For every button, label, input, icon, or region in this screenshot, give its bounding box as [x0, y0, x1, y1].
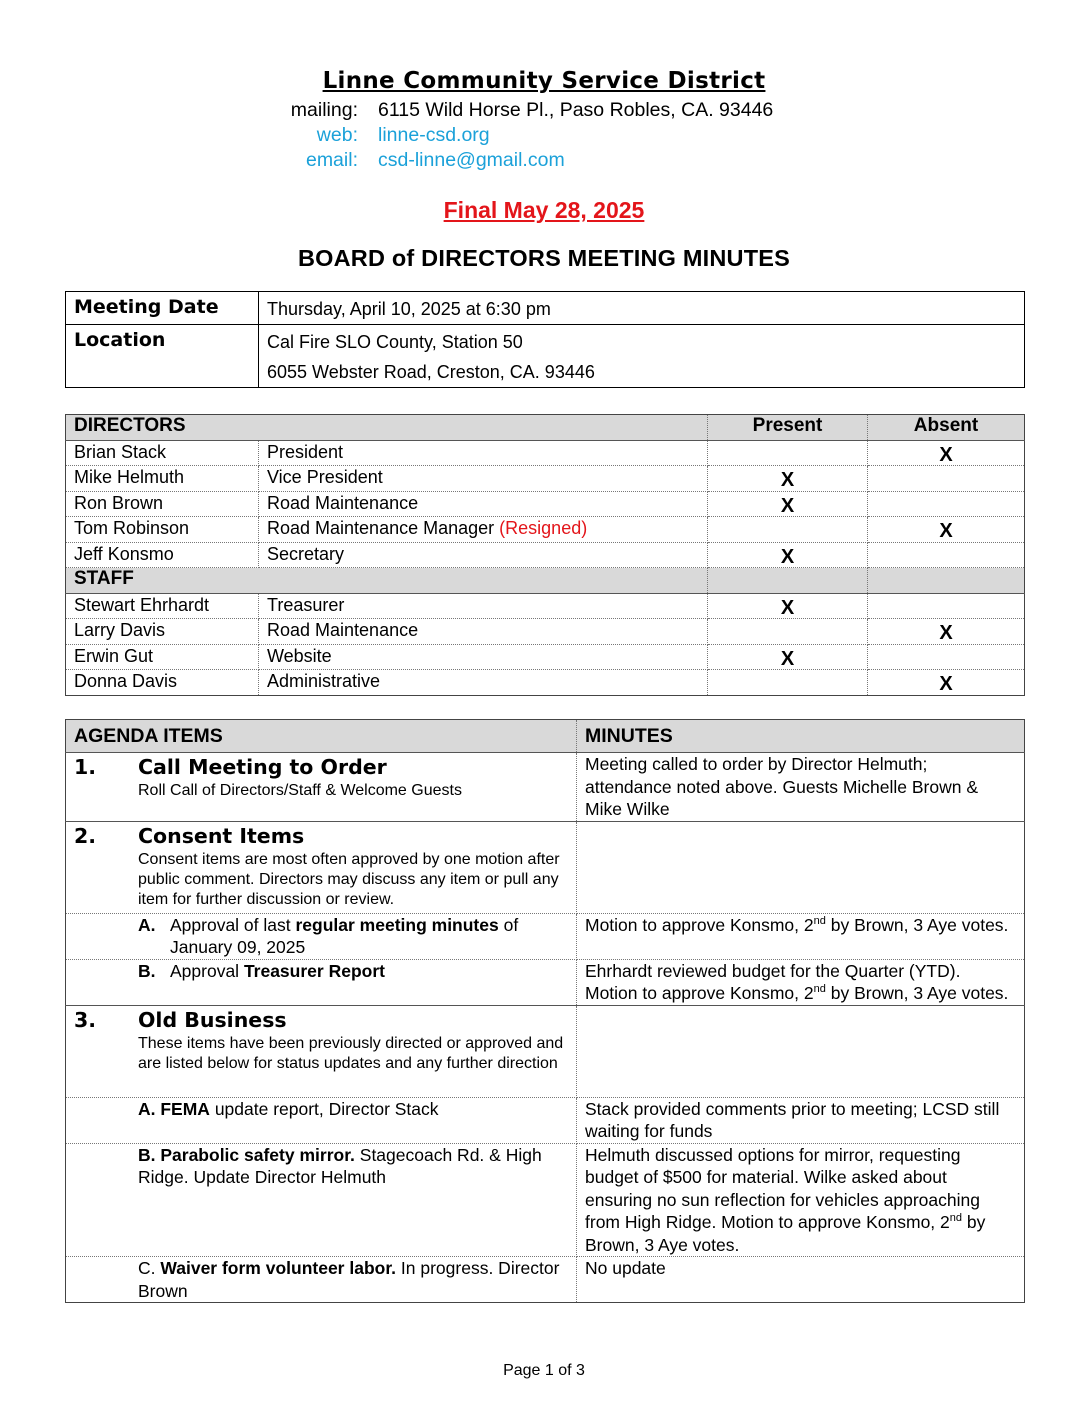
agenda-subitem-3b	[66, 1143, 1025, 1257]
section-title: Old Business	[138, 1007, 287, 1032]
text: Approval	[170, 960, 244, 981]
directors-header-row	[66, 415, 1025, 441]
absent-mark: X	[939, 520, 953, 542]
member-role: Road Maintenance	[259, 491, 708, 517]
contact-label: email:	[305, 149, 358, 171]
contact-mailing	[270, 98, 773, 123]
agenda-item-cell	[66, 753, 577, 822]
superscript: nd	[813, 914, 826, 927]
member-role: Treasurer	[259, 593, 708, 619]
section-number: 2.	[74, 823, 97, 848]
agenda-item-cell	[66, 1005, 577, 1097]
contact-block	[270, 98, 773, 173]
agenda-subitem-3a	[66, 1097, 1025, 1143]
empty-cell	[708, 568, 868, 594]
contact-label: web:	[316, 124, 358, 146]
subitem-minutes: Stack provided comments prior to meeting; LCSD still waiting for funds	[577, 1097, 1025, 1143]
member-role: Road Maintenance Manager	[267, 518, 495, 538]
absent-header: Absent	[868, 415, 1025, 441]
section-description: Roll Call of Directors/Staff & Welcome Guests	[138, 782, 462, 799]
subitem-letter: A.	[138, 914, 156, 935]
email-link[interactable]: csd-linne@gmail.com	[378, 149, 565, 171]
member-name: Erwin Gut	[66, 644, 259, 670]
absent-mark: X	[939, 673, 953, 695]
meeting-date-label: Meeting Date	[66, 292, 259, 325]
page-title: BOARD of DIRECTORS MEETING MINUTES	[297, 245, 791, 271]
member-name: Brian Stack	[66, 440, 259, 466]
location-line-1: Cal Fire SLO County, Station 50	[267, 332, 523, 352]
agenda-subitem-3c	[66, 1257, 1025, 1303]
agenda-section-2	[66, 821, 1025, 913]
member-name: Stewart Ehrhardt	[66, 593, 259, 619]
text: In progress. Director Brown	[138, 1258, 560, 1301]
subitem-minutes	[577, 959, 1025, 1005]
web-link[interactable]: linne-csd.org	[378, 124, 490, 146]
agenda-item-cell	[66, 913, 577, 959]
subitem-text	[170, 960, 385, 983]
member-name: Tom Robinson	[66, 517, 259, 543]
resigned-note: (Resigned)	[499, 518, 588, 538]
subitem	[74, 914, 568, 959]
location-row	[66, 325, 1025, 388]
table-row	[66, 440, 1025, 466]
member-name: Jeff Konsmo	[66, 542, 259, 568]
absent-mark: X	[939, 443, 953, 466]
member-name: Donna Davis	[66, 670, 259, 696]
table-row	[66, 644, 1025, 670]
contact-web	[270, 123, 773, 148]
section-minutes	[577, 821, 1025, 913]
subitem-text	[74, 1098, 568, 1121]
org-name: Linne Community Service District	[322, 68, 766, 94]
present-mark: X	[780, 494, 795, 517]
agenda-header-row	[66, 720, 1025, 753]
agenda-item-cell	[66, 959, 577, 1005]
minutes-header: MINUTES	[577, 720, 1025, 753]
contact-value: 6115 Wild Horse Pl., Paso Robles, CA. 93446	[378, 99, 774, 121]
text: Helmuth discussed options for mirror, requesting budget of $500 for material. Wilke asked about ensuring no sun reflection for vehicles approaching from High Ridge. Motion to approve Konsmo, 2	[585, 1144, 980, 1232]
status-badge: Final May 28, 2025	[443, 197, 645, 223]
section-number: 3.	[74, 1007, 97, 1032]
meeting-date-value	[259, 292, 1025, 325]
subitem	[74, 960, 568, 983]
text-bold: Treasurer Report	[243, 960, 385, 981]
meeting-date-text: Thursday, April 10, 2025 at 6:30 pm	[267, 299, 551, 319]
section-title-row	[74, 1006, 568, 1034]
table-row	[66, 517, 1025, 543]
section-title-row	[74, 822, 568, 850]
text: Stagecoach Rd. & High Ridge. Update Director Helmuth	[138, 1144, 542, 1187]
member-role-cell	[259, 517, 708, 543]
table-row	[66, 542, 1025, 568]
section-description: Consent items are most often approved by one motion after public comment. Directors may discuss any item or pull any item for further discussion or review.	[138, 850, 560, 908]
present-mark: X	[780, 596, 795, 619]
subitem-text	[74, 1257, 568, 1302]
member-name: Mike Helmuth	[66, 466, 259, 492]
section-title: Consent Items	[138, 823, 305, 848]
section-number: 1.	[74, 755, 97, 779]
table-row	[66, 619, 1025, 645]
subitem-minutes	[577, 913, 1025, 959]
location-line-2: 6055 Webster Road, Creston, CA. 93446	[267, 362, 595, 382]
text: Ehrhardt reviewed budget for the Quarter (YTD).	[585, 960, 961, 981]
member-role: Secretary	[259, 542, 708, 568]
superscript: nd	[949, 1212, 963, 1225]
member-role: President	[259, 440, 708, 466]
present-mark: X	[780, 545, 795, 568]
text: by Brown, 3 Aye votes.	[825, 983, 1009, 1003]
absent-mark: X	[939, 622, 953, 644]
table-row	[66, 466, 1025, 492]
text: Approval of last	[170, 914, 296, 935]
member-name: Larry Davis	[66, 619, 259, 645]
text: by Brown, 3 Aye votes.	[585, 1212, 986, 1255]
subitem-letter: B.	[138, 960, 156, 981]
subitem-minutes: No update	[577, 1257, 1025, 1303]
text: of January 09, 2025	[170, 914, 519, 957]
member-name: Ron Brown	[66, 491, 259, 517]
meeting-info-table	[65, 291, 1025, 388]
member-role: Website	[259, 644, 708, 670]
section-title-row	[74, 753, 568, 781]
directors-header: DIRECTORS	[66, 415, 708, 441]
staff-header: STAFF	[66, 568, 708, 594]
staff-header-row	[66, 568, 1025, 594]
agenda-items-header: AGENDA ITEMS	[66, 720, 577, 753]
section-title: Call Meeting to Order	[138, 755, 387, 779]
table-row	[66, 670, 1025, 696]
text-bold: Waiver form volunteer labor.	[160, 1258, 397, 1278]
section-minutes: Meeting called to order by Director Helmuth; attendance noted above. Guests Michelle Brown & Mike Wilke	[577, 753, 1025, 822]
contact-email	[270, 148, 773, 173]
subitem-text	[74, 1144, 568, 1189]
agenda-section-3	[66, 1005, 1025, 1097]
present-mark: X	[780, 469, 795, 491]
text: C.	[138, 1258, 161, 1278]
text-bold: regular meeting minutes	[295, 914, 499, 935]
text-bold: B. Parabolic safety mirror.	[138, 1144, 355, 1165]
section-description: These items have been previously directed or approved and are listed below for status updates and any further direction	[138, 1034, 564, 1072]
member-role: Administrative	[259, 670, 708, 696]
subitem-minutes	[577, 1143, 1025, 1257]
location-value	[259, 325, 1025, 388]
agenda-item-cell	[66, 821, 577, 913]
contact-label: mailing:	[290, 99, 358, 121]
subitem-text	[170, 914, 568, 959]
agenda-item-cell	[66, 1097, 577, 1143]
text: Motion to approve Konsmo, 2	[585, 983, 814, 1003]
text: by Brown, 3 Aye votes.	[825, 914, 1009, 935]
text-bold: A. FEMA	[138, 1098, 210, 1119]
member-role: Vice President	[259, 466, 708, 492]
text: update report, Director Stack	[209, 1098, 439, 1119]
table-row	[66, 491, 1025, 517]
table-row	[66, 593, 1025, 619]
agenda-subitem-2b	[66, 959, 1025, 1005]
document-header	[0, 66, 1088, 96]
agenda-item-cell	[66, 1257, 577, 1303]
superscript: nd	[813, 983, 826, 996]
present-header: Present	[708, 415, 868, 441]
attendance-table	[65, 414, 1025, 696]
agenda-table	[65, 719, 1025, 1303]
text: Motion to approve Konsmo, 2	[585, 914, 814, 935]
page-number: Page 1 of 3	[503, 1362, 585, 1379]
agenda-subitem-2a	[66, 913, 1025, 959]
section-minutes	[577, 1005, 1025, 1097]
agenda-item-cell	[66, 1143, 577, 1257]
agenda-section-1	[66, 753, 1025, 822]
empty-cell	[868, 568, 1025, 594]
meeting-date-row	[66, 292, 1025, 325]
location-label: Location	[66, 325, 259, 388]
present-mark: X	[780, 647, 795, 670]
member-role: Road Maintenance	[259, 619, 708, 645]
